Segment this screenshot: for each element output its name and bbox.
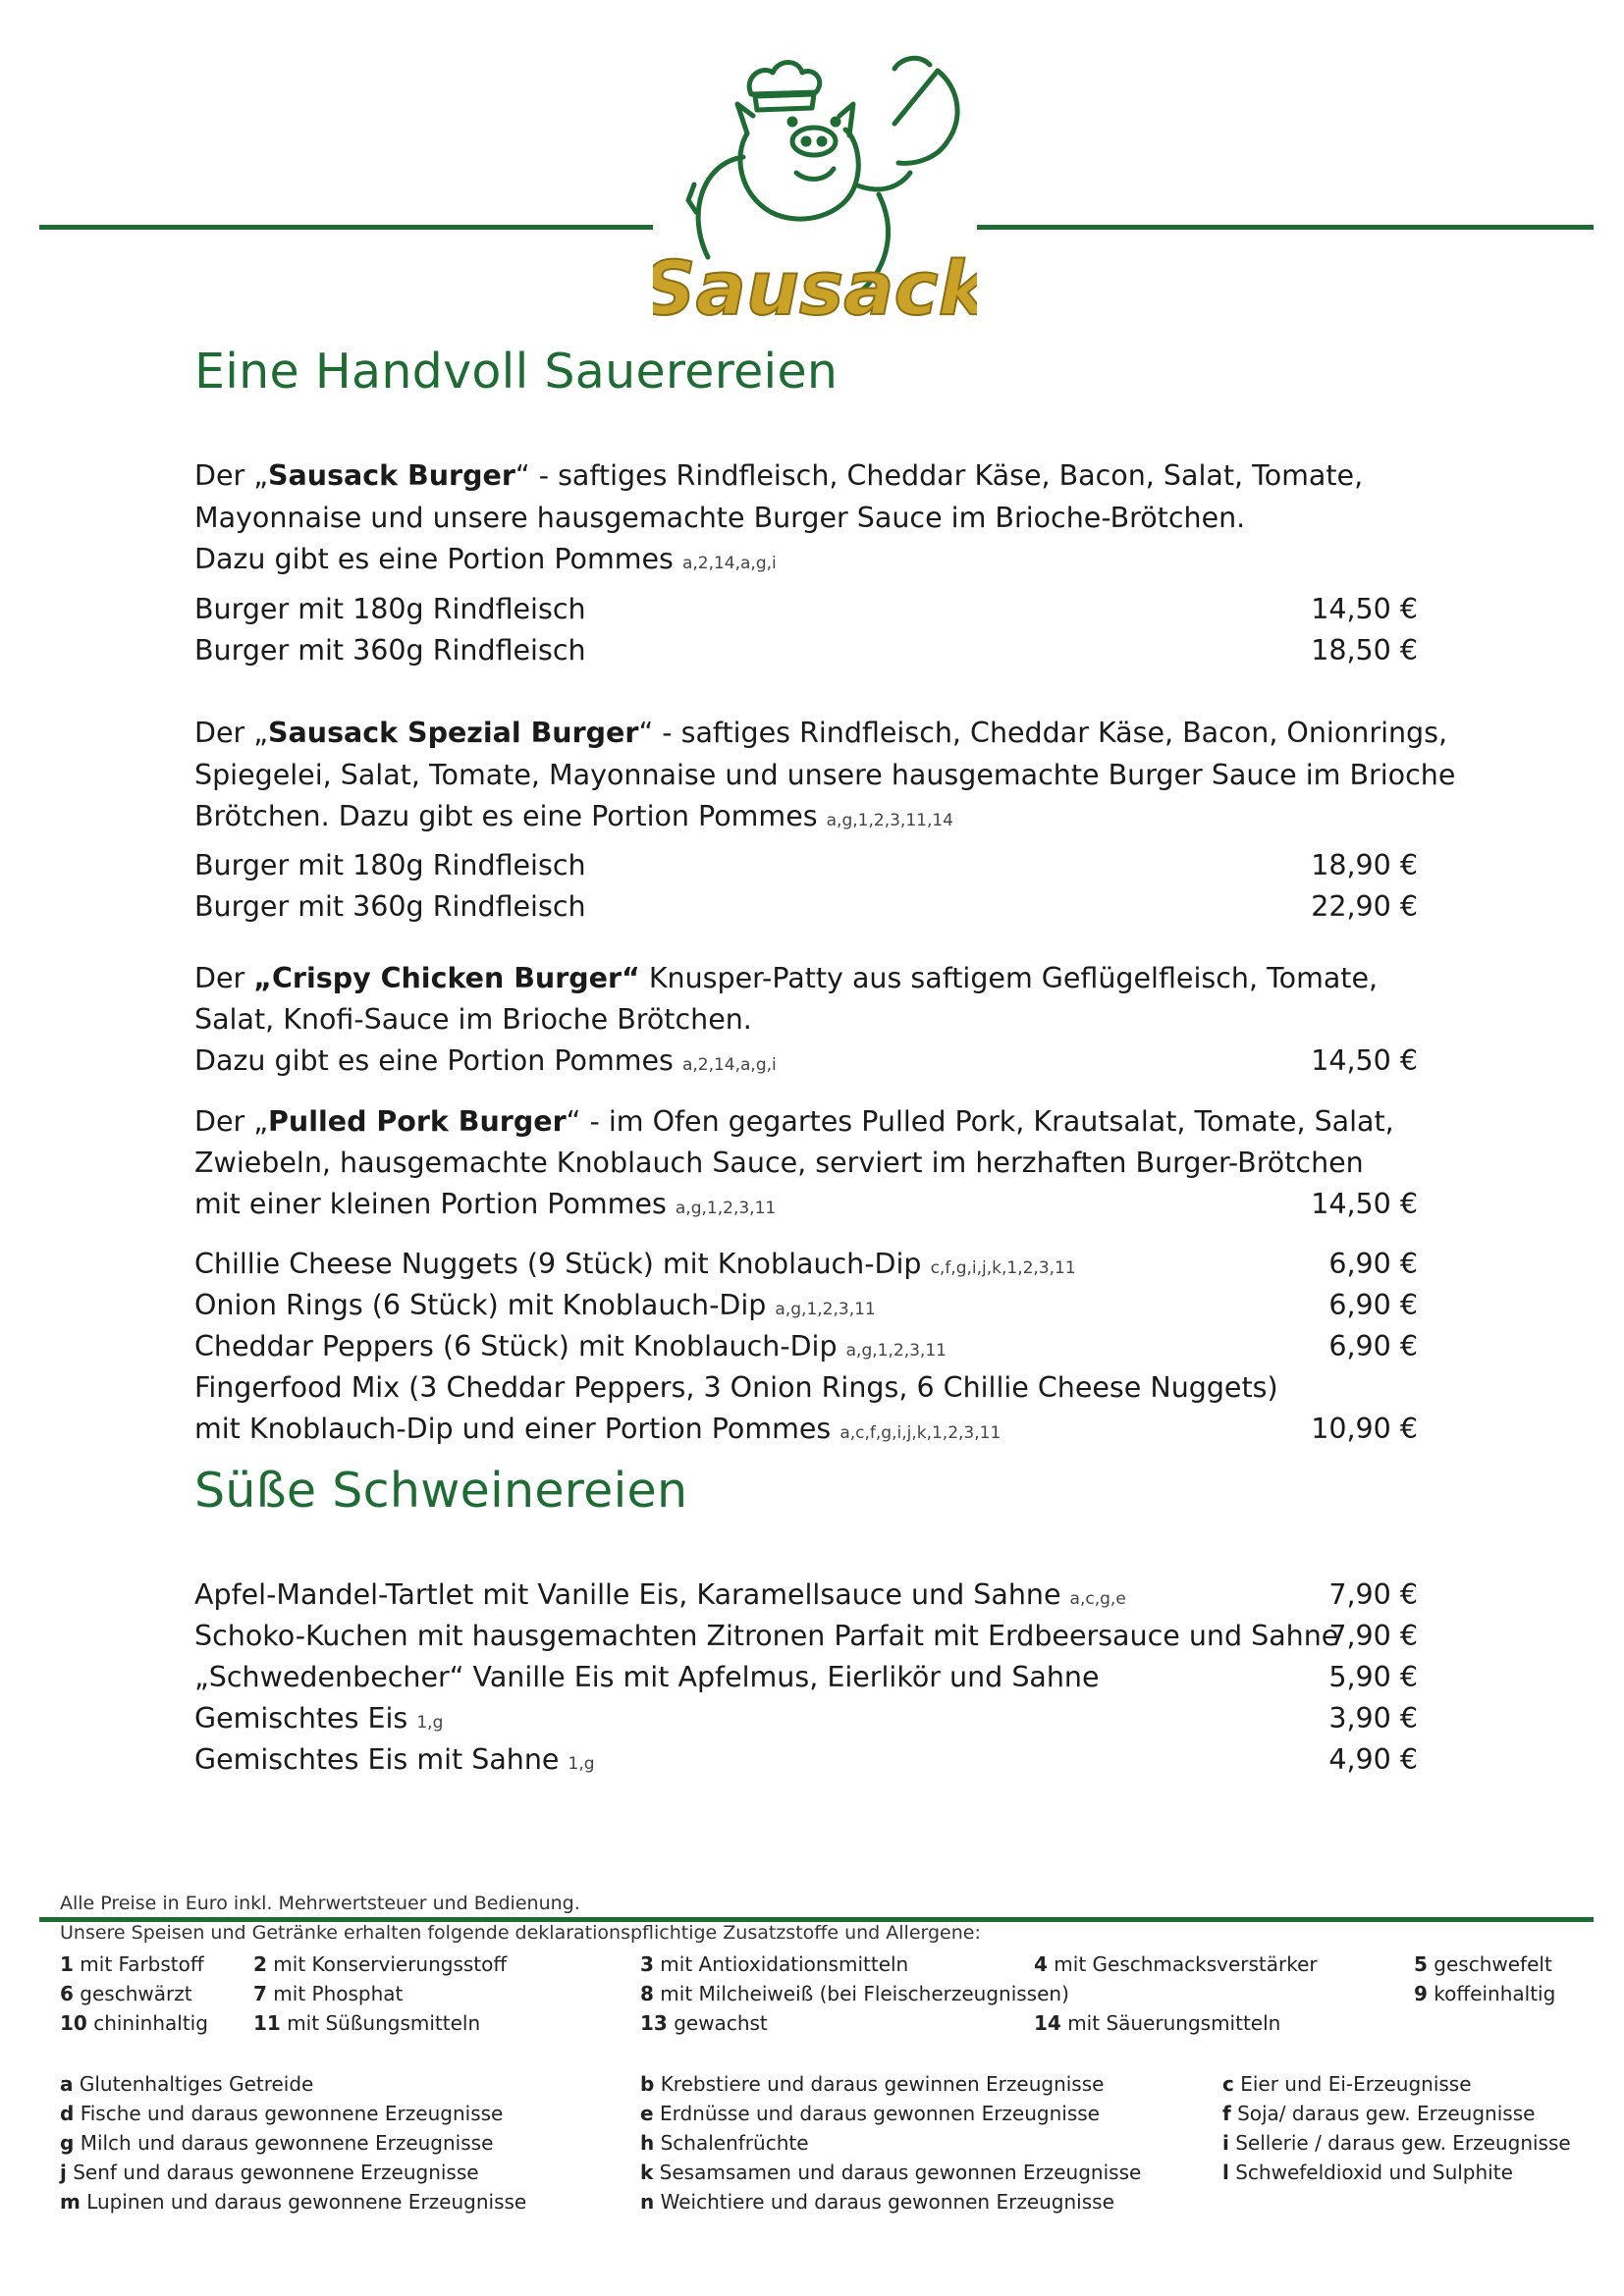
allergen-i: i Sellerie / daraus gew. Erzeugnisse bbox=[1222, 2131, 1571, 2155]
dessert-1: Apfel-Mandel-Tartlet mit Vanille Eis, Karamellsauce und Sahne a,c,g,e bbox=[194, 1578, 1126, 1611]
allergen-a: a Glutenhaltiges Getreide bbox=[60, 2072, 314, 2096]
burger-1-option-2: Burger mit 360g Rindfleisch bbox=[194, 634, 586, 667]
burger-3-line-3: Dazu gibt es eine Portion Pommes a,2,14,a,g,i bbox=[194, 1044, 777, 1077]
burger-4-line-2: Zwiebeln, hausgemachte Knoblauch Sauce, serviert im herzhaften Burger-Brötchen bbox=[194, 1147, 1364, 1179]
logo bbox=[653, 47, 977, 342]
burger-4-line-1: Der „Pulled Pork Burger“ - im Ofen gegartes Pulled Pork, Krautsalat, Tomate, Salat, bbox=[194, 1105, 1394, 1138]
burger-4-price: 14,50 € bbox=[1311, 1188, 1418, 1220]
dessert-4-price: 3,90 € bbox=[1328, 1702, 1418, 1735]
snack-1: Chillie Cheese Nuggets (9 Stück) mit Knoblauch-Dip c,f,g,i,j,k,1,2,3,11 bbox=[194, 1248, 1076, 1280]
header-rule-left bbox=[39, 225, 653, 230]
burger-1-name: Sausack Burger bbox=[268, 459, 515, 492]
additive-6: 6 geschwärzt bbox=[60, 1982, 192, 2005]
header-rule-right bbox=[977, 225, 1594, 230]
burger-2-option-1: Burger mit 180g Rindfleisch bbox=[194, 849, 586, 881]
allergen-f: f Soja/ daraus gew. Erzeugnisse bbox=[1222, 2102, 1536, 2125]
dessert-3-price: 5,90 € bbox=[1328, 1661, 1418, 1693]
burger-1-option-2-price: 18,50 € bbox=[1311, 634, 1418, 667]
snack-1-price: 6,90 € bbox=[1328, 1248, 1418, 1280]
burger-1-line-3: Dazu gibt es eine Portion Pommes a,2,14,a,g,i bbox=[194, 543, 777, 575]
allergen-c: c Eier und Ei-Erzeugnisse bbox=[1222, 2072, 1472, 2096]
section-title-sweet: Süße Schweinereien bbox=[194, 1463, 688, 1519]
allergen-g: g Milch und daraus gewonnene Erzeugnisse bbox=[60, 2131, 494, 2155]
snack-3: Cheddar Peppers (6 Stück) mit Knoblauch-Dip a,g,1,2,3,11 bbox=[194, 1330, 947, 1362]
additive-5: 5 geschwefelt bbox=[1414, 1952, 1552, 1976]
fingerfood-mix-line-1: Fingerfood Mix (3 Cheddar Peppers, 3 Onion Rings, 6 Chillie Cheese Nuggets) bbox=[194, 1371, 1278, 1404]
burger-2-option-2: Burger mit 360g Rindfleisch bbox=[194, 890, 586, 923]
allergen-k: k Sesamsamen und daraus gewonnen Erzeugnisse bbox=[640, 2161, 1142, 2184]
snack-2: Onion Rings (6 Stück) mit Knoblauch-Dip a,g,1,2,3,11 bbox=[194, 1289, 876, 1321]
footer-note-declaration: Unsere Speisen und Getränke erhalten folgende deklarationspflichtige Zusatzstoffe und Allergene: bbox=[60, 1922, 981, 1944]
dessert-2-price: 7,90 € bbox=[1328, 1620, 1418, 1652]
additive-13: 13 gewachst bbox=[640, 2011, 768, 2035]
burger-1-option-1-price: 14,50 € bbox=[1311, 593, 1418, 625]
burger-3-line-1: Der „Crispy Chicken Burger“ Knusper-Patty aus saftigem Geflügelfleisch, Tomate, bbox=[194, 962, 1379, 994]
additive-14: 14 mit Säuerungsmitteln bbox=[1034, 2011, 1281, 2035]
additive-2: 2 mit Konservierungsstoff bbox=[253, 1952, 508, 1976]
burger-4-line-3: mit einer kleinen Portion Pommes a,g,1,2,3,11 bbox=[194, 1188, 777, 1220]
burger-3-name: „Crispy Chicken Burger“ bbox=[253, 962, 640, 994]
burger-4-name: Pulled Pork Burger bbox=[268, 1105, 567, 1138]
dessert-2: Schoko-Kuchen mit hausgemachten Zitronen Parfait mit Erdbeersauce und Sahne bbox=[194, 1620, 1339, 1652]
section-title-savory: Eine Handvoll Sauerereien bbox=[194, 344, 839, 400]
burger-1-line-2: Mayonnaise und unsere hausgemachte Burger Sauce im Brioche-Brötchen. bbox=[194, 502, 1246, 534]
footer-note-prices: Alle Preise in Euro inkl. Mehrwertsteuer und Bedienung. bbox=[60, 1893, 580, 1914]
allergen-b: b Krebstiere und daraus gewinnen Erzeugnisse bbox=[640, 2072, 1105, 2096]
snack-2-price: 6,90 € bbox=[1328, 1289, 1418, 1321]
burger-2-line-3: Brötchen. Dazu gibt es eine Portion Pommes a,g,1,2,3,11,14 bbox=[194, 800, 953, 832]
additive-7: 7 mit Phosphat bbox=[253, 1982, 404, 2005]
allergen-n: n Weichtiere und daraus gewonnen Erzeugnisse bbox=[640, 2190, 1114, 2214]
dessert-3: „Schwedenbecher“ Vanille Eis mit Apfelmus, Eierlikör und Sahne bbox=[194, 1661, 1100, 1693]
additive-8: 8 mit Milcheiweiß (bei Fleischerzeugnissen) bbox=[640, 1982, 1069, 2005]
burger-2-option-1-price: 18,90 € bbox=[1311, 849, 1418, 881]
logo-wordmark: Sausack bbox=[653, 244, 977, 332]
allergen-h: h Schalenfrüchte bbox=[640, 2131, 809, 2155]
dessert-1-price: 7,90 € bbox=[1328, 1578, 1418, 1611]
additive-10: 10 chininhaltig bbox=[60, 2011, 208, 2035]
burger-2-line-1: Der „Sausack Spezial Burger“ - saftiges Rindfleisch, Cheddar Käse, Bacon, Onionrings, bbox=[194, 717, 1448, 749]
burger-1-option-1: Burger mit 180g Rindfleisch bbox=[194, 593, 586, 625]
dessert-5: Gemischtes Eis mit Sahne 1,g bbox=[194, 1743, 595, 1776]
snack-3-price: 6,90 € bbox=[1328, 1330, 1418, 1362]
burger-3-line-2: Salat, Knofi-Sauce im Brioche Brötchen. bbox=[194, 1003, 752, 1036]
additive-11: 11 mit Süßungsmitteln bbox=[253, 2011, 481, 2035]
fingerfood-mix-price: 10,90 € bbox=[1311, 1413, 1418, 1445]
additive-4: 4 mit Geschmacksverstärker bbox=[1034, 1952, 1318, 1976]
burger-1-line-1: Der „Sausack Burger“ - saftiges Rindfleisch, Cheddar Käse, Bacon, Salat, Tomate, bbox=[194, 459, 1364, 492]
allergen-l: l Schwefeldioxid und Sulphite bbox=[1222, 2161, 1513, 2184]
allergen-m: m Lupinen und daraus gewonnene Erzeugnisse bbox=[60, 2190, 527, 2214]
burger-3-price: 14,50 € bbox=[1311, 1044, 1418, 1077]
additive-1: 1 mit Farbstoff bbox=[60, 1952, 204, 1976]
pig-chef-icon bbox=[653, 47, 977, 342]
additive-3: 3 mit Antioxidationsmitteln bbox=[640, 1952, 909, 1976]
dessert-5-price: 4,90 € bbox=[1328, 1743, 1418, 1776]
fingerfood-mix-line-2: mit Knoblauch-Dip und einer Portion Pommes a,c,f,g,i,j,k,1,2,3,11 bbox=[194, 1413, 1001, 1445]
burger-2-name: Sausack Spezial Burger bbox=[268, 717, 639, 749]
allergen-d: d Fische und daraus gewonnene Erzeugnisse bbox=[60, 2102, 504, 2125]
burger-2-option-2-price: 22,90 € bbox=[1311, 890, 1418, 923]
burger-2-line-2: Spiegelei, Salat, Tomate, Mayonnaise und unsere hausgemachte Burger Sauce im Brioche bbox=[194, 759, 1456, 791]
dessert-4: Gemischtes Eis 1,g bbox=[194, 1702, 444, 1735]
additive-9: 9 koffeinhaltig bbox=[1414, 1982, 1556, 2005]
allergen-e: e Erdnüsse und daraus gewonnen Erzeugnisse bbox=[640, 2102, 1100, 2125]
allergen-j: j Senf und daraus gewonnene Erzeugnisse bbox=[60, 2161, 479, 2184]
